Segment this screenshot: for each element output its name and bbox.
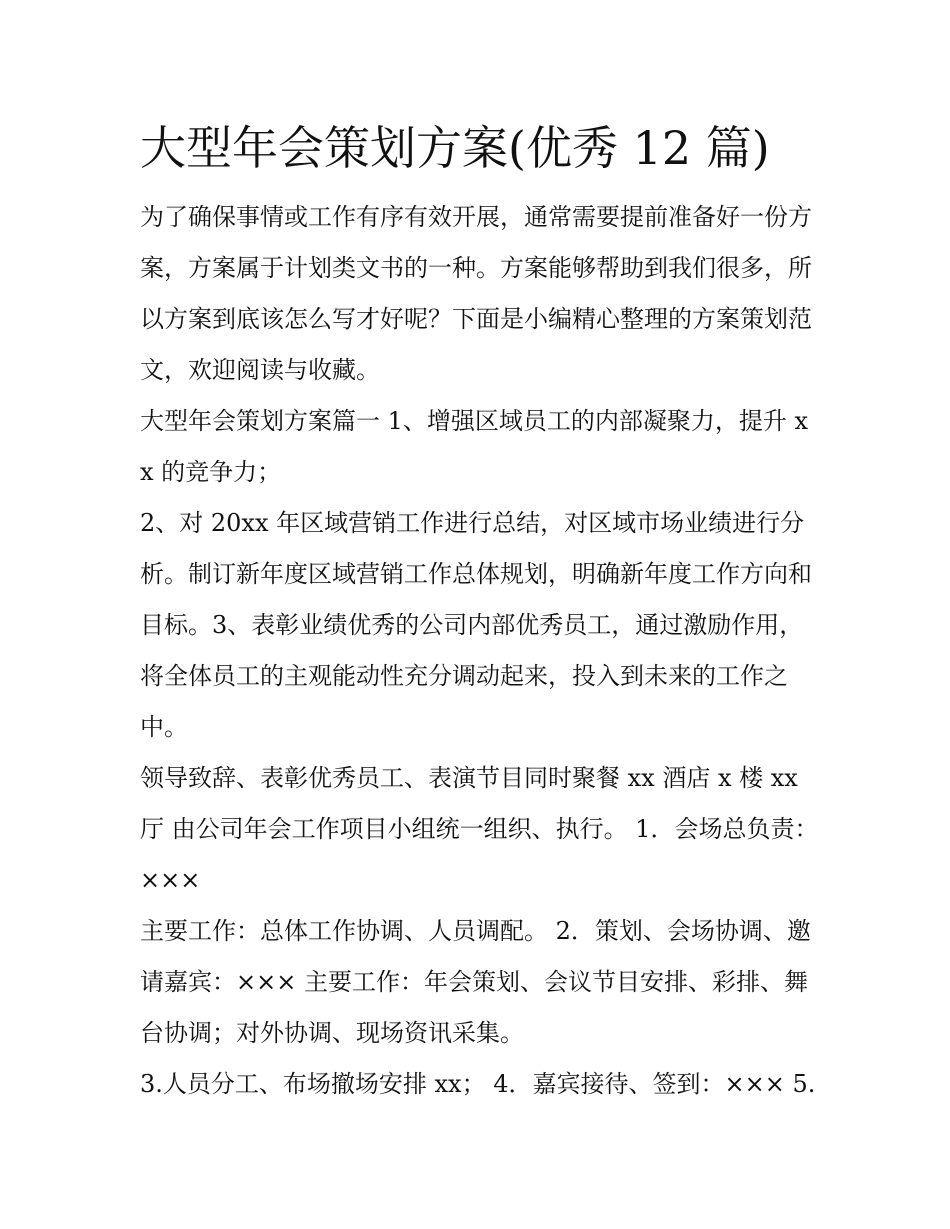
- paragraph-section-one: 大型年会策划方案篇一 1、增强区域员工的内部凝聚力，提升 xx 的竞争力；: [140, 407, 809, 486]
- document-page: [140, 112, 820, 1110]
- paragraph-schedule: 领导致辞、表彰优秀员工、表演节目同时聚餐 xx 酒店 x 楼 xx 厅 由公司年会工作项目小组统一组织、执行。 1．会场总负责：×××: [140, 764, 819, 894]
- document-title: 大型年会策划方案(优秀 12 篇): [140, 121, 770, 175]
- paragraph-assignments: 3.人员分工、布场撤场安排 xx； 4．嘉宾接待、签到：××× 5.: [140, 1070, 816, 1098]
- paragraph-intro: 为了确保事情或工作有序有效开展，通常需要提前准备好一份方案，方案属于计划类文书的一种。方案能够帮助到我们很多，所以方案到底该怎么写才好呢？下面是小编精心整理的方案策划范文，欢迎阅读与收藏。: [140, 203, 812, 384]
- paragraph-duties: 主要工作：总体工作协调、人员调配。 2．策划、会场协调、邀请嘉宾：××× 主要工作：年会策划、会议节目安排、彩排、舞台协调；对外协调、现场资讯采集。: [140, 917, 811, 1047]
- paragraph-goals: 2、对 20xx 年区域营销工作进行总结，对区域市场业绩进行分析。制订新年度区域营销工作总体规划，明确新年度工作方向和目标。3、表彰业绩优秀的公司内部优秀员工，通过激励作用，将全体员工的主观能动性充分调动起来，投入到未来的工作之中。: [140, 509, 812, 741]
